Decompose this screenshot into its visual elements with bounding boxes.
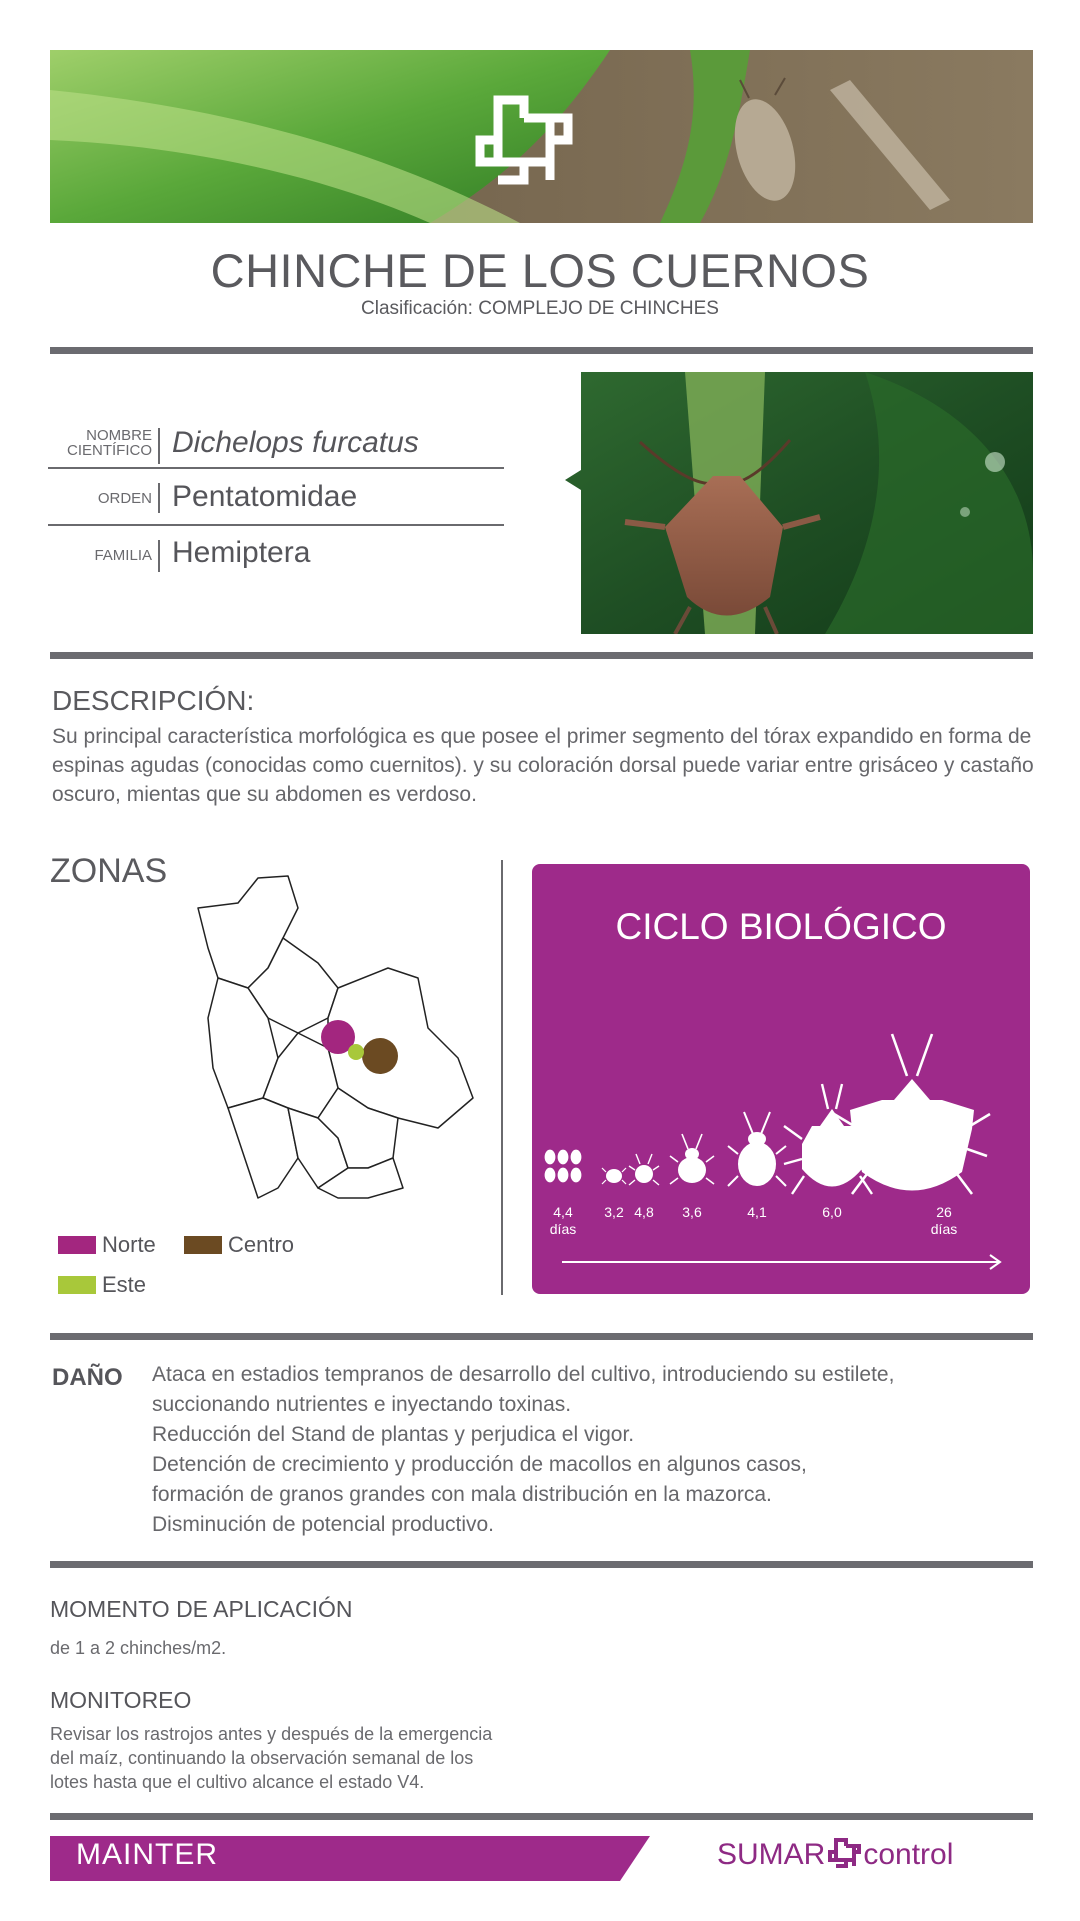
separator	[158, 483, 160, 513]
tax-divider	[48, 524, 504, 526]
vertical-divider	[501, 860, 503, 1295]
classification-label: Clasificación:	[361, 298, 473, 319]
damage-line: succionando nutrientes e inyectando toxinas.	[152, 1393, 572, 1416]
sumar-mark-icon	[827, 1838, 861, 1868]
damage-text	[152, 1360, 1032, 1540]
application-heading: MOMENTO DE APLICACIÓN	[50, 1596, 353, 1622]
legend-label-norte: Norte	[102, 1232, 156, 1257]
divider	[50, 1333, 1033, 1340]
zones-heading: ZONAS	[50, 852, 168, 890]
nymph-stage1-icon	[602, 1168, 626, 1184]
damage-line: Reducción del Stand de plantas y perjudica el vigor.	[152, 1423, 635, 1446]
sumar-control-brand	[717, 1838, 953, 1872]
divider	[50, 347, 1033, 354]
monitoring-line: lotes hasta que el cultivo alcance el estado V4.	[50, 1772, 425, 1792]
scientific-name-value: Dichelops furcatus	[172, 426, 419, 459]
hero-photo	[50, 50, 1033, 223]
cycle-value: 26	[936, 1204, 952, 1220]
cycle-stage-label	[546, 1204, 580, 1238]
page-title: CHINCHE DE LOS CUERNOS	[210, 244, 870, 297]
cycle-stage-label	[739, 1204, 775, 1221]
cycle-unit: días	[549, 1221, 577, 1237]
separator	[158, 540, 160, 572]
scientific-name-label	[40, 428, 152, 458]
damage-line: Disminución de potencial productivo.	[152, 1513, 495, 1536]
zone-marker-este	[348, 1044, 364, 1060]
family-value: Hemiptera	[172, 536, 311, 569]
separator	[158, 428, 160, 464]
cycle-stage-label	[814, 1204, 850, 1221]
legend-swatch-centro	[184, 1236, 222, 1254]
monitoring-line: Revisar los rastrojos antes y después de la emergencia	[50, 1724, 493, 1744]
description-text: Su principal característica morfológica es que posee el primer segmento del tórax expandido en forma de espinas agudas (conocidas como cuernitos). y su coloración dorsal puede variar entre grisáceo y castaño oscuro, mientas que su abdomen es verdoso.	[52, 725, 1034, 806]
order-label: ORDEN	[97, 490, 152, 507]
cycle-value: 3,6	[682, 1204, 702, 1220]
specimen-photo	[565, 372, 1033, 634]
application-text: de 1 a 2 chinches/m2.	[50, 1638, 227, 1658]
cycle-value: 4,4	[553, 1204, 573, 1220]
cycle-stage-label	[674, 1204, 710, 1221]
monitoring-line: del maíz, continuando la observación semanal de los	[50, 1748, 474, 1768]
legend-swatch-norte	[58, 1236, 96, 1254]
bolivia-map	[188, 868, 488, 1210]
monitoring-text	[50, 1722, 492, 1794]
cycle-value: 4,1	[747, 1204, 767, 1220]
cycle-stage-label	[626, 1204, 662, 1221]
cycle-title: CICLO BIOLÓGICO	[615, 906, 947, 947]
timeline-arrow-icon	[562, 1255, 1000, 1269]
tax-divider	[48, 467, 504, 469]
divider	[50, 1561, 1033, 1568]
nymph-stage2-icon	[629, 1154, 659, 1185]
damage-line: Detención de crecimiento y producción de macollos en algunos casos,	[152, 1453, 807, 1476]
nymph-stage3-icon	[670, 1134, 714, 1184]
cycle-value: 6,0	[822, 1204, 842, 1220]
damage-line: Ataca en estadios tempranos de desarrollo del cultivo, introduciendo su estilete,	[152, 1363, 895, 1386]
hero-banner	[50, 50, 1033, 223]
legend-label-centro: Centro	[228, 1232, 295, 1257]
classification-value: COMPLEJO DE CHINCHES	[478, 298, 719, 319]
mainter-brand: MAINTER	[76, 1838, 218, 1871]
control-text: control	[863, 1838, 954, 1871]
nymph-stage4-icon	[728, 1112, 786, 1186]
scientific-label-line1: NOMBRE	[86, 427, 152, 444]
divider	[50, 1813, 1033, 1820]
scientific-label-line2: CIENTÍFICO	[67, 442, 152, 459]
cycle-unit: días	[930, 1221, 958, 1237]
description-heading: DESCRIPCIÓN:	[52, 685, 255, 716]
cycle-value: 3,2	[604, 1204, 624, 1220]
classification	[0, 298, 1080, 320]
zone-marker-centro	[362, 1038, 398, 1074]
monitoring-heading: MONITOREO	[50, 1687, 192, 1713]
damage-line: formación de granos grandes con mala distribución en la mazorca.	[152, 1483, 772, 1506]
damage-heading: DAÑO	[52, 1364, 123, 1391]
legend-label-este: Este	[102, 1272, 147, 1297]
divider	[50, 652, 1033, 659]
family-label: FAMILIA	[94, 547, 152, 564]
egg-cluster-icon	[544, 1149, 582, 1183]
cycle-stage-label	[926, 1204, 962, 1238]
legend-swatch-este	[58, 1276, 96, 1294]
sumar-text: SUMAR	[717, 1838, 826, 1871]
biological-cycle-panel	[532, 864, 1030, 1294]
cycle-value: 4,8	[634, 1204, 654, 1220]
order-value: Pentatomidae	[172, 480, 358, 513]
